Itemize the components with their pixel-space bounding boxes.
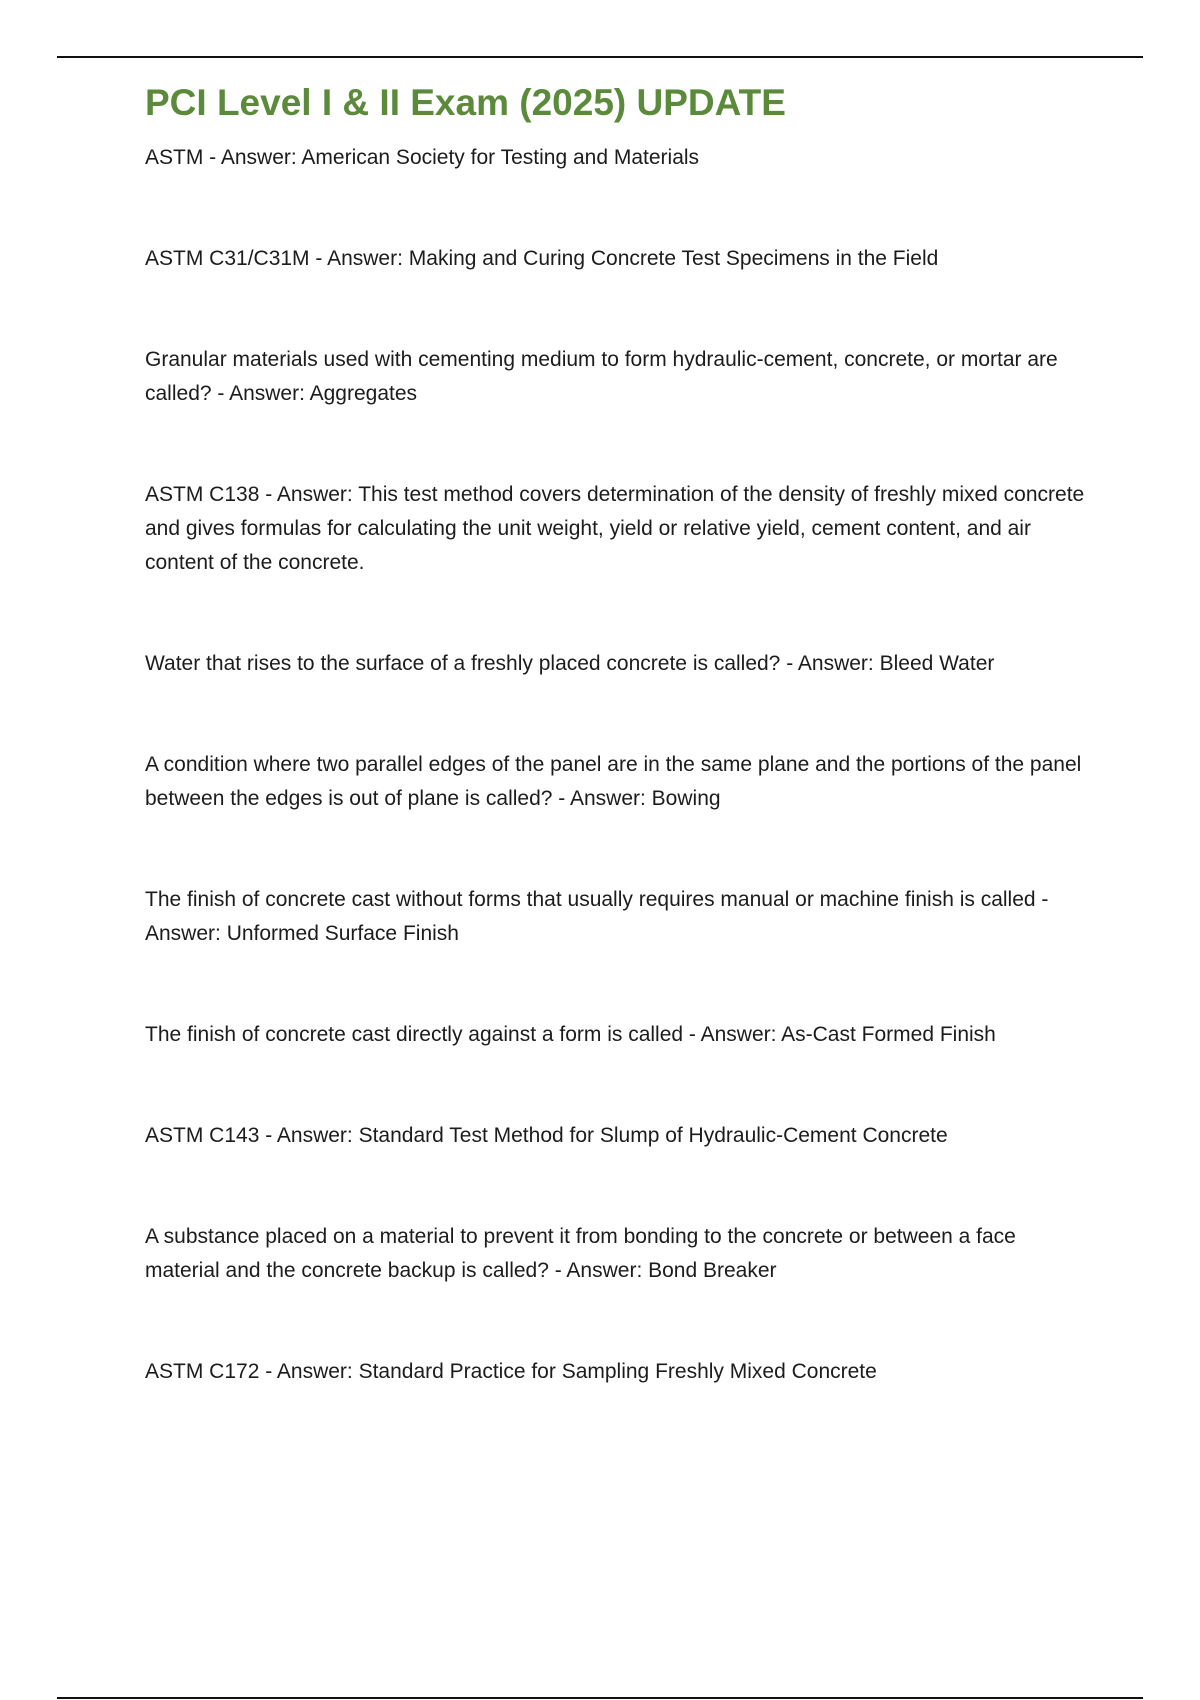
qa-item <box>145 242 1095 276</box>
answer-label: Answer: <box>569 787 646 810</box>
document-page <box>145 75 1095 1389</box>
answer-label: Answer: <box>229 382 305 405</box>
question-text: ASTM C138 - <box>145 483 277 506</box>
answer-text: Unformed Surface Finish <box>226 922 459 945</box>
top-divider <box>57 56 1143 58</box>
qa-item <box>145 1220 1095 1288</box>
question-text: The finish of concrete cast without forms that usually requires manual or machine finish is called - <box>145 888 1048 911</box>
document-title: PCI Level I & II Exam (2025) UPDATE <box>145 82 786 123</box>
question-text: A condition where two parallel edges of the panel are in the same plane and the portions of the panel between the edges is out of plane is called? - <box>145 753 1081 810</box>
answer-text: Standard Test Method for Slump of Hydraulic-Cement Concrete <box>358 1124 948 1147</box>
answer-text: Bowing <box>651 787 721 810</box>
qa-item <box>145 141 1095 175</box>
answer-label: Answer: <box>566 1259 643 1282</box>
answer-label: Answer: <box>276 1360 353 1383</box>
answer-text: Standard Practice for Sampling Freshly Mixed Concrete <box>358 1360 877 1383</box>
answer-text: This test method covers determination of the density of freshly mixed concrete and gives formulas for calculating the unit weight, yield or relative yield, cement content, and air content of the concrete. <box>145 483 1085 574</box>
answer-text: Bleed Water <box>879 652 995 675</box>
answer-label: Answer: <box>220 146 297 169</box>
answer-text: Bond Breaker <box>648 1259 777 1282</box>
qa-item <box>145 478 1095 580</box>
answer-text: Making and Curing Concrete Test Specimens in the Field <box>408 247 939 270</box>
qa-item <box>145 748 1095 816</box>
qa-list <box>145 141 1095 1389</box>
question-text: ASTM C31/C31M - <box>145 247 327 270</box>
question-text: The finish of concrete cast directly against a form is called - <box>145 1023 701 1046</box>
question-text: Water that rises to the surface of a freshly placed concrete is called? - <box>145 652 798 675</box>
bottom-divider <box>57 1697 1143 1699</box>
qa-item <box>145 1119 1095 1153</box>
answer-label: Answer: <box>276 1124 353 1147</box>
answer-label: Answer: <box>797 652 874 675</box>
answer-label: Answer: <box>327 247 403 270</box>
question-text: Granular materials used with cementing medium to form hydraulic-cement, concrete, or mortar are called? - <box>145 348 1058 405</box>
question-text: ASTM C172 - <box>145 1360 277 1383</box>
answer-text: Aggregates <box>309 382 418 405</box>
answer-text: As-Cast Formed Finish <box>781 1023 996 1046</box>
qa-item <box>145 1018 1095 1052</box>
question-text: ASTM C143 - <box>145 1124 277 1147</box>
answer-label: Answer: <box>276 483 353 506</box>
qa-item <box>145 883 1095 951</box>
question-text: ASTM - <box>145 146 221 169</box>
question-text: A substance placed on a material to prevent it from bonding to the concrete or between a face material and the concrete backup is called? - <box>145 1225 1016 1282</box>
answer-label: Answer: <box>700 1023 777 1046</box>
qa-item <box>145 343 1095 411</box>
answer-label: Answer: <box>145 922 221 945</box>
qa-item <box>145 1355 1095 1389</box>
qa-item <box>145 647 1095 681</box>
answer-text: American Society for Testing and Materials <box>301 146 700 169</box>
